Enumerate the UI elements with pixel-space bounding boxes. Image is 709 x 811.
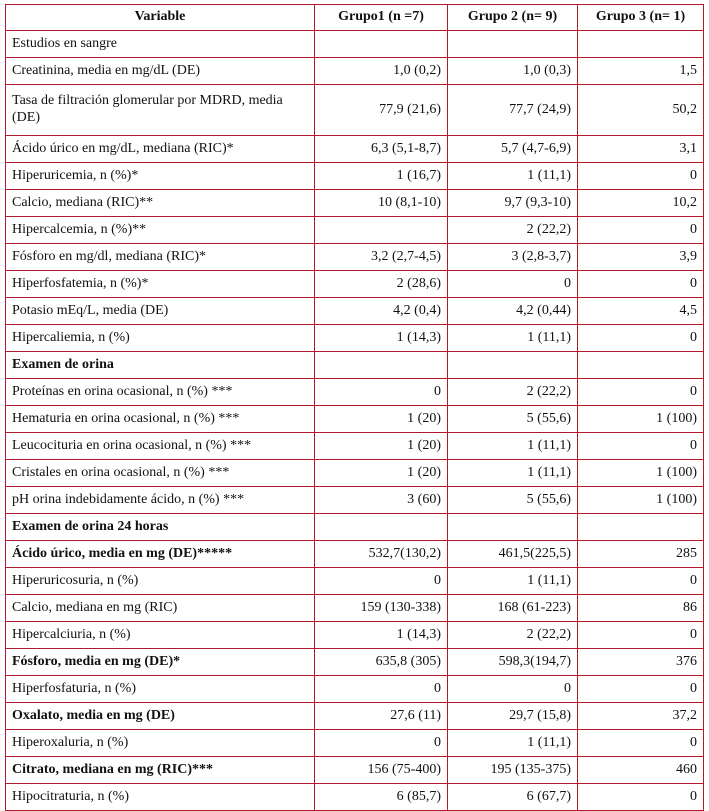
table-row [6,730,704,757]
cell-grupo-3: 4,5 [578,298,704,325]
cell-grupo-1: 1 (20) [315,460,448,487]
row-label: Hipercalciuria, n (%) [6,622,315,649]
cell-grupo-3: 3,9 [578,244,704,271]
header-grupo-2: Grupo 2 (n= 9) [448,5,578,31]
cell-grupo-1: 6 (85,7) [315,784,448,811]
cell-grupo-3: 0 [578,568,704,595]
cell-grupo-1 [315,217,448,244]
cell-grupo-1: 6,3 (5,1-8,7) [315,136,448,163]
table-row [6,190,704,217]
cell-grupo-1: 3 (60) [315,487,448,514]
cell-grupo-2: 0 [448,271,578,298]
row-label: Hiperfosfatemia, n (%)* [6,271,315,298]
row-label: Hiperuricosuria, n (%) [6,568,315,595]
cell-grupo-3: 0 [578,622,704,649]
table-row [6,649,704,676]
cell-grupo-2: 3 (2,8-3,7) [448,244,578,271]
table-row [6,379,704,406]
cell-grupo-1: 0 [315,568,448,595]
cell-grupo-3: 0 [578,676,704,703]
row-label: Fósforo, media en mg (DE)* [6,649,315,676]
cell-grupo-1: 159 (130-338) [315,595,448,622]
table-row [6,460,704,487]
table-row [6,406,704,433]
table-row [6,325,704,352]
cell-grupo-2: 1 (11,1) [448,460,578,487]
section-row-blood [6,31,704,58]
cell-grupo-1 [315,352,448,379]
cell-grupo-1: 0 [315,676,448,703]
cell-grupo-2: 6 (67,7) [448,784,578,811]
table-row [6,541,704,568]
cell-grupo-1: 0 [315,730,448,757]
cell-grupo-1: 4,2 (0,4) [315,298,448,325]
cell-grupo-2: 77,7 (24,9) [448,85,578,136]
cell-grupo-2: 0 [448,676,578,703]
cell-grupo-3: 0 [578,379,704,406]
cell-grupo-3: 37,2 [578,703,704,730]
row-label: Cristales en orina ocasional, n (%) *** [6,460,315,487]
cell-grupo-1: 532,7(130,2) [315,541,448,568]
row-label: Oxalato, media en mg (DE) [6,703,315,730]
table-row [6,217,704,244]
table-row [6,703,704,730]
cell-grupo-2 [448,31,578,58]
row-label: Hipercalcemia, n (%)** [6,217,315,244]
cell-grupo-3: 376 [578,649,704,676]
table-row [6,58,704,85]
cell-grupo-3: 10,2 [578,190,704,217]
cell-grupo-1: 1,0 (0,2) [315,58,448,85]
cell-grupo-1: 635,8 (305) [315,649,448,676]
cell-grupo-1: 1 (20) [315,433,448,460]
table-row [6,271,704,298]
cell-grupo-3: 3,1 [578,136,704,163]
cell-grupo-2: 29,7 (15,8) [448,703,578,730]
cell-grupo-2: 4,2 (0,44) [448,298,578,325]
table-row [6,85,704,136]
cell-grupo-1: 156 (75-400) [315,757,448,784]
cell-grupo-1 [315,31,448,58]
cell-grupo-2: 2 (22,2) [448,622,578,649]
row-label: Creatinina, media en mg/dL (DE) [6,58,315,85]
table-row [6,784,704,811]
header-grupo-1: Grupo1 (n =7) [315,5,448,31]
row-label: Leucocituria en orina ocasional, n (%) *** [6,433,315,460]
row-label: Hiperfosfaturia, n (%) [6,676,315,703]
results-table [5,4,704,811]
cell-grupo-3 [578,352,704,379]
table-row [6,136,704,163]
cell-grupo-2: 1 (11,1) [448,163,578,190]
cell-grupo-2: 5 (55,6) [448,406,578,433]
table-row [6,487,704,514]
cell-grupo-3: 0 [578,163,704,190]
row-label: Examen de orina 24 horas [6,514,315,541]
cell-grupo-3: 1,5 [578,58,704,85]
cell-grupo-2: 1,0 (0,3) [448,58,578,85]
row-label: Citrato, mediana en mg (RIC)*** [6,757,315,784]
header-row [6,5,704,31]
cell-grupo-1: 1 (14,3) [315,622,448,649]
table-row [6,568,704,595]
cell-grupo-2: 5 (55,6) [448,487,578,514]
cell-grupo-1: 2 (28,6) [315,271,448,298]
cell-grupo-2: 1 (11,1) [448,325,578,352]
cell-grupo-2: 461,5(225,5) [448,541,578,568]
cell-grupo-3: 86 [578,595,704,622]
cell-grupo-3: 285 [578,541,704,568]
row-label: Proteínas en orina ocasional, n (%) *** [6,379,315,406]
cell-grupo-1: 3,2 (2,7-4,5) [315,244,448,271]
cell-grupo-3 [578,31,704,58]
cell-grupo-3 [578,514,704,541]
cell-grupo-2: 195 (135-375) [448,757,578,784]
cell-grupo-1: 1 (14,3) [315,325,448,352]
cell-grupo-3: 0 [578,433,704,460]
row-label: Examen de orina [6,352,315,379]
cell-grupo-1: 1 (16,7) [315,163,448,190]
cell-grupo-2: 9,7 (9,3-10) [448,190,578,217]
row-label: Fósforo en mg/dl, mediana (RIC)* [6,244,315,271]
table-row [6,595,704,622]
cell-grupo-3: 0 [578,217,704,244]
cell-grupo-3: 0 [578,784,704,811]
table-row [6,163,704,190]
row-label: Tasa de filtración glomerular por MDRD, media (DE) [6,85,315,136]
table-row [6,244,704,271]
header-grupo-3: Grupo 3 (n= 1) [578,5,704,31]
row-label: Hiperuricemia, n (%)* [6,163,315,190]
cell-grupo-1: 27,6 (11) [315,703,448,730]
cell-grupo-3: 0 [578,730,704,757]
row-label: Calcio, mediana (RIC)** [6,190,315,217]
row-label: Hipocitraturia, n (%) [6,784,315,811]
cell-grupo-2: 598,3(194,7) [448,649,578,676]
cell-grupo-2 [448,514,578,541]
row-label: Potasio mEq/L, media (DE) [6,298,315,325]
cell-grupo-2 [448,352,578,379]
cell-grupo-1: 10 (8,1-10) [315,190,448,217]
row-label: Ácido úrico, media en mg (DE)***** [6,541,315,568]
cell-grupo-1: 1 (20) [315,406,448,433]
table-row [6,298,704,325]
cell-grupo-1 [315,514,448,541]
row-label: Hematuria en orina ocasional, n (%) *** [6,406,315,433]
section-row-urine [6,352,704,379]
cell-grupo-1: 77,9 (21,6) [315,85,448,136]
cell-grupo-3: 0 [578,271,704,298]
cell-grupo-2: 2 (22,2) [448,217,578,244]
section-row-urine-24h [6,514,704,541]
row-label: Calcio, mediana en mg (RIC) [6,595,315,622]
row-label: pH orina indebidamente ácido, n (%) *** [6,487,315,514]
cell-grupo-2: 1 (11,1) [448,568,578,595]
table-row [6,757,704,784]
cell-grupo-2: 1 (11,1) [448,730,578,757]
cell-grupo-2: 1 (11,1) [448,433,578,460]
cell-grupo-2: 168 (61-223) [448,595,578,622]
table-row [6,676,704,703]
cell-grupo-3: 460 [578,757,704,784]
cell-grupo-3: 1 (100) [578,460,704,487]
cell-grupo-3: 1 (100) [578,487,704,514]
row-label: Estudios en sangre [6,31,315,58]
header-variable: Variable [6,5,315,31]
cell-grupo-3: 1 (100) [578,406,704,433]
row-label: Hipercaliemia, n (%) [6,325,315,352]
table-row [6,433,704,460]
cell-grupo-1: 0 [315,379,448,406]
cell-grupo-2: 2 (22,2) [448,379,578,406]
row-label: Hiperoxaluria, n (%) [6,730,315,757]
table-row [6,622,704,649]
row-label: Ácido úrico en mg/dL, mediana (RIC)* [6,136,315,163]
cell-grupo-2: 5,7 (4,7-6,9) [448,136,578,163]
cell-grupo-3: 50,2 [578,85,704,136]
cell-grupo-3: 0 [578,325,704,352]
